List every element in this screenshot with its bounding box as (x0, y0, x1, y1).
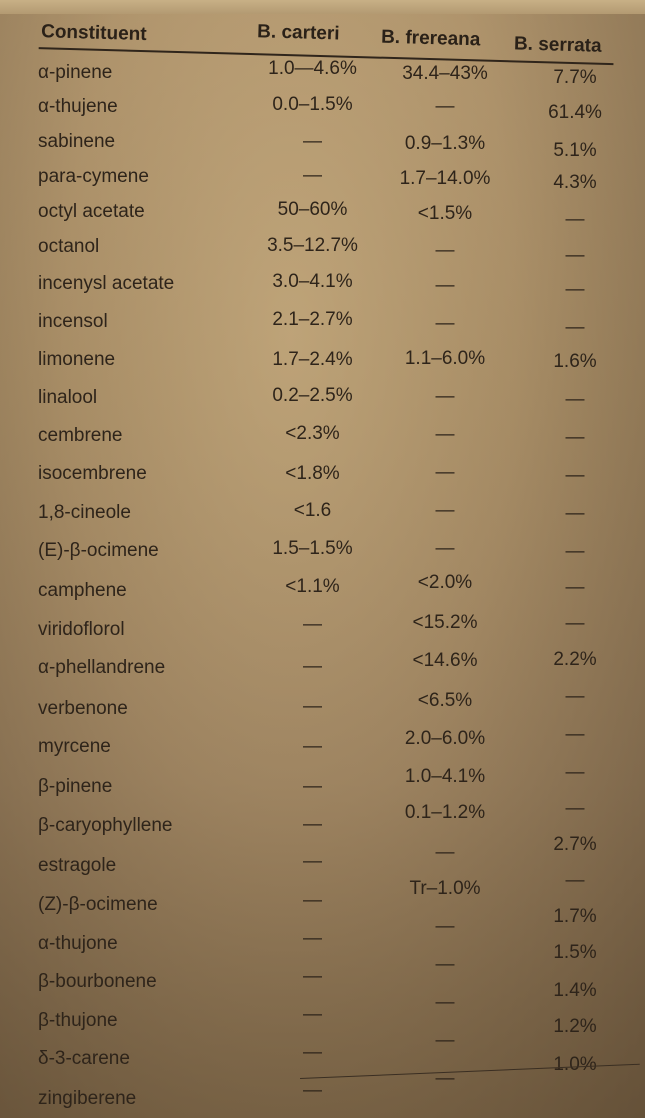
constituent-name: camphene (38, 580, 127, 601)
value-b-serrata: — (565, 870, 585, 891)
value-b-carteri: <2.3% (285, 423, 340, 444)
constituent-name: linalool (38, 387, 98, 408)
value-b-frereana: <1.5% (417, 203, 473, 224)
value-b-carteri: — (303, 1004, 322, 1025)
value-b-frereana: — (435, 842, 455, 863)
value-b-serrata: — (565, 279, 585, 300)
value-b-frereana: — (435, 424, 455, 445)
value-b-carteri: — (303, 656, 322, 677)
header-b-frereana: B. frereana (380, 26, 481, 51)
value-b-carteri: — (303, 131, 322, 152)
constituent-name: octyl acetate (38, 201, 145, 222)
value-b-carteri: — (303, 736, 322, 757)
value-b-frereana: 1.7–14.0% (399, 168, 491, 189)
value-b-serrata: — (565, 503, 585, 524)
constituent-name: estragole (38, 855, 117, 876)
constituent-name: (E)-β-ocimene (38, 540, 159, 561)
value-b-frereana: <15.2% (412, 612, 478, 633)
constituent-name: isocembrene (38, 463, 147, 484)
value-b-carteri: — (303, 966, 322, 987)
value-b-serrata: 4.3% (553, 172, 597, 193)
value-b-serrata: — (565, 427, 585, 448)
value-b-serrata: — (565, 245, 585, 266)
constituent-name: α-thujone (38, 933, 118, 954)
value-b-carteri: — (303, 696, 322, 717)
constituent-name: limonene (38, 349, 116, 370)
value-b-frereana: 2.0–6.0% (404, 728, 486, 749)
value-b-frereana: — (435, 240, 455, 261)
value-b-serrata: 2.7% (553, 834, 597, 855)
constituent-name: para-cymene (38, 166, 149, 187)
value-b-frereana: — (435, 462, 455, 483)
value-b-frereana: Tr–1.0% (409, 878, 481, 899)
value-b-serrata: — (565, 798, 585, 819)
value-b-frereana: — (435, 313, 455, 334)
value-b-carteri: 1.7–2.4% (272, 349, 353, 370)
value-b-carteri: 0.2–2.5% (272, 385, 353, 406)
value-b-serrata: 1.6% (553, 351, 597, 372)
value-b-serrata: — (565, 686, 585, 707)
value-b-carteri: 0.0–1.5% (272, 94, 353, 115)
value-b-serrata: 61.4% (548, 102, 602, 123)
value-b-serrata: — (565, 389, 585, 410)
value-b-carteri: <1.1% (285, 576, 340, 597)
constituent-name: cembrene (38, 425, 123, 446)
value-b-frereana: — (435, 1030, 455, 1051)
value-b-carteri: 1.5–1.5% (272, 538, 353, 559)
value-b-serrata: 1.7% (553, 906, 597, 927)
value-b-frereana: — (435, 386, 455, 407)
value-b-frereana: — (435, 96, 455, 117)
constituent-name: sabinene (38, 131, 116, 152)
value-b-frereana: <2.0% (417, 572, 473, 593)
value-b-carteri: — (303, 1042, 322, 1063)
value-b-serrata: — (565, 762, 585, 783)
value-b-carteri: <1.8% (285, 463, 340, 484)
header-constituent: Constituent (40, 21, 147, 46)
value-b-frereana: — (435, 1068, 455, 1089)
value-b-frereana: <14.6% (412, 650, 478, 671)
value-b-serrata: 1.2% (553, 1016, 597, 1037)
constituent-name: β-caryophyllene (38, 815, 173, 836)
value-b-carteri: 3.0–4.1% (272, 271, 353, 292)
constituent-name: α-pinene (38, 62, 113, 83)
constituent-name: myrcene (38, 736, 111, 757)
value-b-serrata: 2.2% (553, 649, 597, 670)
value-b-frereana: <6.5% (417, 690, 473, 711)
constituent-name: α-thujene (38, 96, 118, 117)
value-b-frereana: — (435, 916, 455, 937)
value-b-carteri: — (303, 814, 322, 835)
value-b-serrata: 1.0% (553, 1054, 597, 1075)
value-b-frereana: — (435, 538, 455, 559)
constituent-name: β-bourbonene (38, 971, 157, 992)
value-b-serrata: 1.4% (553, 980, 597, 1001)
value-b-serrata: — (565, 465, 585, 486)
value-b-carteri: 1.0—4.6% (268, 58, 357, 79)
constituent-name: incenysl acetate (38, 273, 175, 294)
value-b-frereana: — (435, 275, 455, 296)
value-b-carteri: 50–60% (277, 199, 348, 220)
value-b-serrata: — (565, 209, 585, 230)
value-b-carteri: — (303, 165, 322, 186)
value-b-carteri: — (303, 928, 322, 949)
value-b-carteri: — (303, 776, 322, 797)
constituent-name: β-pinene (38, 776, 113, 797)
value-b-serrata: — (565, 724, 585, 745)
value-b-frereana: — (435, 992, 455, 1013)
value-b-frereana: 0.9–1.3% (404, 133, 486, 154)
header-b-carteri: B. carteri (256, 21, 340, 45)
header-b-serrata: B. serrata (513, 33, 602, 57)
constituent-name: 1,8-cineole (38, 502, 131, 523)
value-b-frereana: — (435, 954, 455, 975)
value-b-serrata: — (565, 613, 585, 634)
value-b-carteri: — (303, 851, 322, 872)
value-b-frereana: 1.1–6.0% (404, 348, 486, 369)
value-b-frereana: 1.0–4.1% (404, 766, 486, 787)
value-b-serrata: 5.1% (553, 140, 597, 161)
constituent-name: δ-3-carene (38, 1048, 130, 1069)
value-b-serrata: 7.7% (553, 67, 597, 88)
value-b-frereana: 0.1–1.2% (404, 802, 486, 823)
value-b-serrata: — (565, 317, 585, 338)
value-b-carteri: 3.5–12.7% (267, 235, 358, 256)
value-b-carteri: — (303, 890, 322, 911)
value-b-frereana: — (435, 500, 455, 521)
constituent-name: verbenone (38, 698, 128, 719)
value-b-carteri: <1.6 (293, 500, 332, 521)
value-b-serrata: — (565, 541, 585, 562)
value-b-carteri: — (303, 614, 322, 635)
constituent-name: zingiberene (38, 1088, 137, 1109)
constituent-name: (Z)-β-ocimene (38, 894, 158, 915)
constituent-name: α-phellandrene (38, 657, 166, 678)
value-b-carteri: 2.1–2.7% (272, 309, 353, 330)
constituent-name: viridoflorol (38, 619, 125, 640)
constituent-name: octanol (38, 236, 100, 257)
value-b-serrata: 1.5% (553, 942, 597, 963)
value-b-carteri: — (303, 1080, 322, 1101)
constituent-name: β-thujone (38, 1010, 118, 1031)
constituent-name: incensol (38, 311, 108, 332)
value-b-frereana: 34.4–43% (402, 63, 488, 84)
value-b-serrata: — (565, 577, 585, 598)
